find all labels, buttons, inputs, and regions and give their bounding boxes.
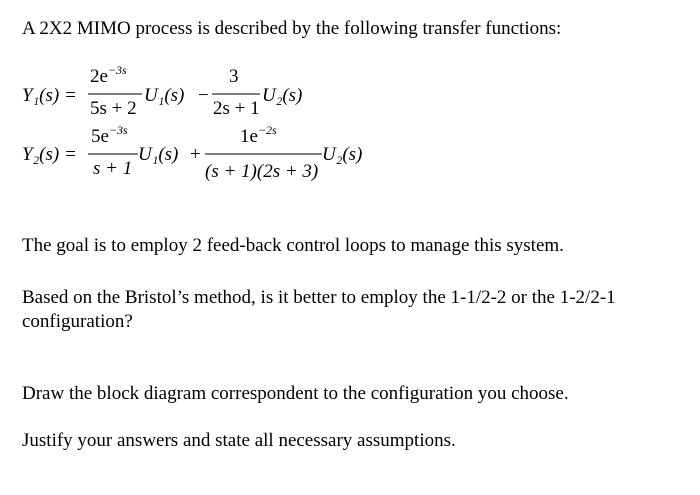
eq2-term2-numerator: $1e^{-2s}$ <box>240 123 277 147</box>
intro-paragraph: A 2X2 MIMO process is described by the following transfer functions: <box>22 18 562 39</box>
eq1-term1-numerator: $2e^{-3s}$ <box>90 63 127 87</box>
equation-y1 <box>22 63 302 119</box>
eq2-term1-numerator: $5e^{-3s}$ <box>91 123 128 147</box>
eq2-operator: + <box>190 144 201 165</box>
eq2-term1-input: U₁(s) <box>138 144 179 165</box>
eq1-term2-denominator: 2s + 1 <box>213 98 260 119</box>
justify-instruction-paragraph: Justify your answers and state all necessary assumptions. <box>22 430 456 451</box>
eq1-term1-input: U₁(s) <box>144 85 185 106</box>
eq1-term2-input: U₂(s) <box>262 85 303 106</box>
bristol-question-paragraph: Based on the Bristol’s method, is it better to employ the 1-1/2-2 or the 1-2/2-1 configuration? <box>22 287 616 332</box>
eq1-lhs: Y₁(s) = <box>22 85 77 106</box>
eq2-term1-denominator: s + 1 <box>93 158 133 179</box>
eq2-lhs: Y₂(s) = <box>22 144 77 165</box>
eq1-term2-numerator: 3 <box>229 66 239 87</box>
draw-instruction-paragraph: Draw the block diagram correspondent to the configuration you choose. <box>22 383 569 404</box>
eq2-term2-denominator: (s + 1)(2s + 3) <box>205 161 319 182</box>
goal-paragraph: The goal is to employ 2 feed-back control loops to manage this system. <box>22 235 564 256</box>
eq2-term2-input: U₂(s) <box>322 144 363 165</box>
eq1-operator: − <box>198 85 209 106</box>
eq1-term1-denominator: 5s + 2 <box>90 98 137 119</box>
equation-y2 <box>22 123 362 182</box>
